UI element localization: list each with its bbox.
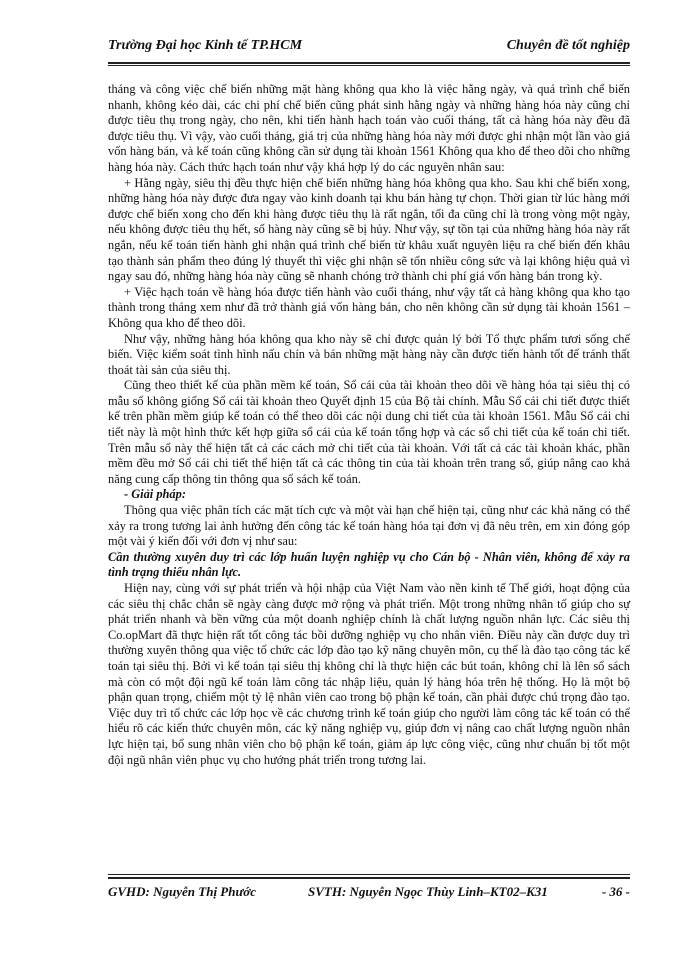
paragraph-5: Cũng theo thiết kế của phần mềm kế toán, Sổ cái của tài khoản theo dõi về hàng hóa tại siêu thị có mẫu sổ không giống Sổ cái tài khoản theo Quyết định 15 của Bộ tài chính. Mẫu Sổ cái chi tiết được thiết kế trên phần mềm giúp kế toán có thể theo dõi các nội dung chi tiết của tài khoản 1561. Mẫu Sổ cái chi tiết này là một hình thức kết hợp giữa sổ cái của kế toán tổng hợp và các sổ chi tiết của kế toán chi tiết. Trên mẫu sổ này thể hiện tất cả các cách mở chi tiết của tài khoản. Với tất cả các tài khoản khác, phần mềm đều mở Sổ cái chi tiết thể hiện tất cả các thông tin của tài khoản trên trang sổ, giúp nâng cao khả năng cung cấp thông tin thông qua sổ sách kế toán.: [108, 378, 630, 486]
header-rule-thin: [108, 65, 630, 66]
paragraph-1: tháng và công việc chế biến những mặt hàng không qua kho là việc hằng ngày, và quá trình chế biến nhanh, không kéo dài, các chi phí chế biến cũng phát sinh hằng ngày và những hàng hóa này cũng chỉ được tiêu thụ trong ngày, cho nên, khi tiến hành hạch toán vào cuối tháng, tất cả hàng hóa này đều đã được tiêu thụ. Vì vậy, vào cuối tháng, giá trị của những hàng hóa này mới được ghi nhận một lần vào giá vốn hàng bán, và kế toán cũng không cần sử dụng tài khoản 1561 Không qua kho để theo dõi cho những hàng hóa này. Cách thức hạch toán như vậy khá hợp lý do các nguyên nhân sau:: [108, 82, 630, 174]
paragraph-3: + Việc hạch toán về hàng hóa được tiến hành vào cuối tháng, như vậy tất cả hàng không qua kho tạo thành trong tháng xem như đã trở thành giá vốn hàng bán, cho nên không cần sử dụng tài khoản 1561 – Không qua kho để theo dõi.: [108, 284, 630, 330]
solution-title: Cần thường xuyên duy trì các lớp huấn luyện nghiệp vụ cho Cán bộ - Nhân viên, không để xảy ra tình trạng thiếu nhân lực.: [108, 549, 630, 580]
paragraph-4: Như vậy, những hàng hóa không qua kho này sẽ chỉ được quản lý bởi Tổ thực phẩm tươi sống chế biến. Việc kiểm soát tình hình nấu chín và bán những mặt hàng này cần được tiến hành tốt để tránh thất thoát tài sản của siêu thị.: [108, 331, 630, 377]
header-title: Chuyên đề tốt nghiệp: [506, 38, 630, 53]
solution-body: Hiện nay, cùng với sự phát triển và hội nhập của Việt Nam vào nền kinh tế Thế giới, hoạt động của các siêu thị chắc chắn sẽ ngày càng được mở rộng và phát triển. Một trong những nhân tố giúp cho sự phát triển nhanh và bền vững của một doanh nghiệp chính là chất lượng nguồn nhân lực. Các siêu thị Co.opMart đã thực hiện rất tốt công tác bồi dưỡng nghiệp vụ cho nhân viên. Điều này cần được duy trì thường xuyên thông qua việc tổ chức các lớp đào tạo kỹ năng chuyên môn, cụ thể là đào tạo công tác kế toán tại siêu thị. Bởi vì kế toán tại siêu thị không chỉ là thực hiện các bút toán, không chỉ là lên sổ sách mà còn có một đội ngũ kế toán làm công tác nhập liệu, quản lý hàng hóa trên hệ thống. Họ là một bộ phận quan trọng, chiếm một tỷ lệ nhân viên cao trong bộ phận kế toán, cần phải được chú trọng đào tạo. Việc duy trì tổ chức các lớp học về các chương trình kế toán giúp cho người làm công tác kế toán có thể hiểu rõ các kiến thức chuyên môn, các kỹ năng nghiệp vụ, giúp đơn vị nâng cao chất lượng nguồn nhân lực hiện tại, bổ sung nhân viên cho bộ phận kế toán, giảm áp lực công việc, cũng như chuẩn bị tốt một đội ngũ nhân viên phục vụ cho hướng phát triển trong tương lai.: [108, 581, 630, 767]
page-header: [108, 38, 630, 58]
page-footer: [108, 884, 630, 904]
solution-heading: - Giải pháp:: [124, 487, 186, 502]
footer-student: SVTH: Nguyễn Ngọc Thùy Linh–KT02–K31: [308, 884, 548, 899]
footer-rule: [108, 877, 630, 879]
page-number: - 36 -: [601, 884, 630, 899]
document-body: [108, 82, 630, 768]
solution-intro: Thông qua việc phân tích các mặt tích cực và một vài hạn chế hiện tại, cũng như các khả năng có thể xảy ra trong tương lai ảnh hưởng đến công tác kế toán hàng hóa tại đơn vị đã nêu trên, em xin đóng góp một vài ý kiến đối với đơn vị như sau:: [108, 503, 630, 549]
header-school: Trường Đại học Kinh tế TP.HCM: [108, 38, 303, 53]
footer-advisor: GVHD: Nguyễn Thị Phước: [108, 884, 257, 899]
footer-rule-thin: [108, 874, 630, 875]
header-rule: [108, 62, 630, 64]
paragraph-2: + Hằng ngày, siêu thị đều thực hiện chế biến những hàng hóa không qua kho. Sau khi chế biến xong, những hàng hóa này được đưa ngay vào kinh doanh tại khu bán hàng tự chọn. Thời gian từ lúc hàng mới được chế biến xong cho đến khi hàng được tiêu thụ là rất ngắn, tối đa cũng chỉ là trong vòng một ngày, nếu không được tiêu thụ hết, số hàng này cũng sẽ bị hủy. Như vậy, sự tồn tại của những hàng hóa này rất ngắn, nếu kế toán tiến hành ghi nhận quá trình chế biến từ khâu xuất nguyên liệu ra chế biến đến khâu tạo thành sản phẩm theo đúng lý thuyết thì việc ghi nhận sẽ tốn nhiều công sức và lại không hiệu quả vì ngay sau đó, những hàng hóa này cũng sẽ nhanh chóng trở thành chi phí giá vốn hàng bán trong kỳ.: [108, 175, 630, 284]
